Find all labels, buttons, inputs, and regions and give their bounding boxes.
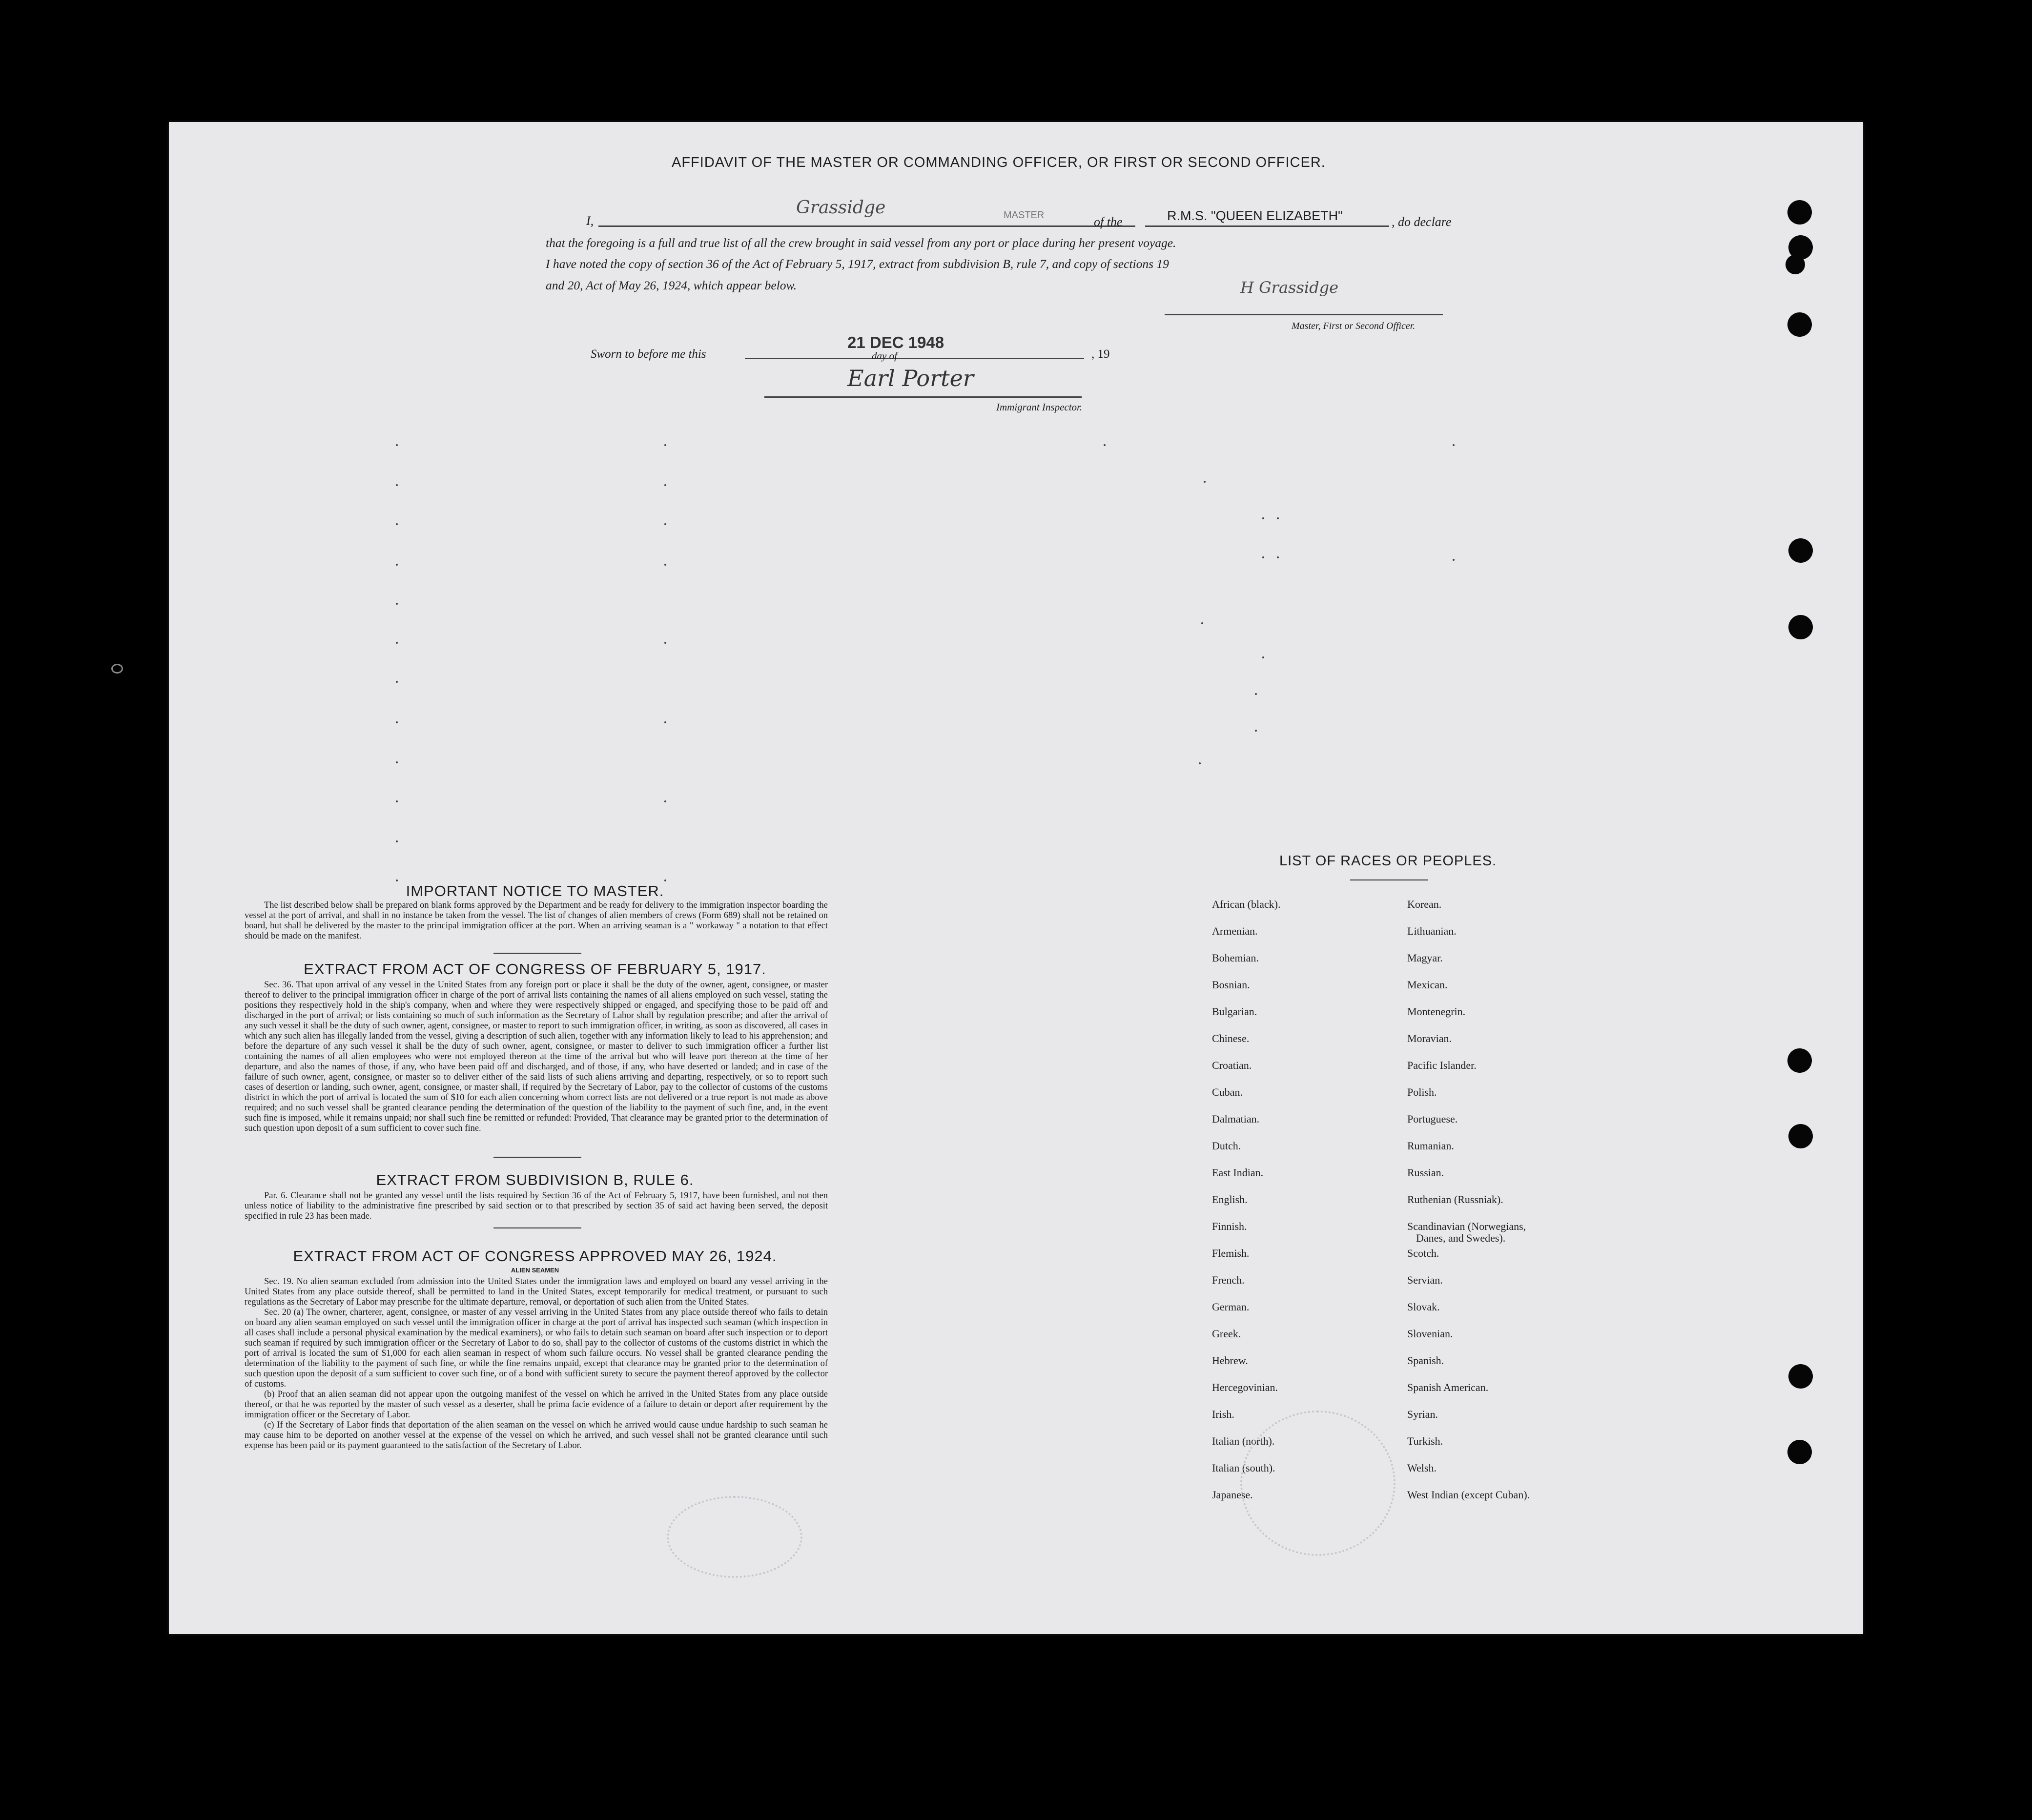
race-item: Montenegrin. bbox=[1407, 1005, 1466, 1018]
i-label: I, bbox=[586, 214, 594, 228]
punch-hole bbox=[1787, 200, 1812, 225]
inspector-line bbox=[764, 396, 1082, 398]
race-item: Greek. bbox=[1212, 1328, 1241, 1340]
section-20a-paragraph: Sec. 20 (a) The owner, charterer, agent, consignee, or master of any vessel arriving in the United States from any place outside thereof who fails to detain on board any alien seaman employed on such vessel until the immigration officer in charge at the port of arrival has inspected such seaman (which inspection in all cases shall include a personal physical examination by the medical examiners), or who fails to detain such seaman on board after such inspection or to deport such seaman if required by such immigration officer or the Secretary of Labor to do so, shall pay to the collector of customs of the customs district in which the port of arrival is located the sum of $1,000 for each alien seaman in respect of whom such failure occurs. No vessel shall be granted clearance pending the determination of the liability to the payment of such fine, or while the fine remains unpaid, except that clearance may be granted prior to the determination of such question upon the deposit of a sum sufficient to cover such fine, or of a bond with sufficient surety to secure the payment thereof approved by the collector of customs. bbox=[245, 1308, 828, 1389]
inspector-caption: Immigrant Inspector. bbox=[996, 401, 1083, 413]
declaration-line-4: and 20, Act of May 26, 1924, which appear below. bbox=[546, 278, 797, 292]
race-item: Mexican. bbox=[1407, 979, 1448, 991]
vessel-name: R.M.S. "QUEEN ELIZABETH" bbox=[1167, 208, 1343, 223]
divider bbox=[493, 1157, 581, 1158]
extract-1917-text bbox=[245, 980, 828, 1134]
of-the-label: of the bbox=[1094, 215, 1123, 229]
race-item: Spanish American. bbox=[1407, 1381, 1489, 1393]
race-item: Croatian. bbox=[1212, 1059, 1252, 1071]
name-line bbox=[598, 225, 1135, 227]
race-item: Servian. bbox=[1407, 1274, 1443, 1286]
signature-caption: Master, First or Second Officer. bbox=[1292, 321, 1416, 331]
affidavit-title: AFFIDAVIT OF THE MASTER OR COMMANDING OFFICER, OR FIRST OR SECOND OFFICER. bbox=[672, 155, 1326, 170]
rule-6-paragraph: Par. 6. Clearance shall not be granted any vessel until the lists required by Section 36 of the Act of February 5, 1917, have been furnished, and not then unless notice of liability to the administrative fine prescribed by said section or to that prescribed by section 35 of said act having been served, the deposit specified in rule 23 has been made. bbox=[245, 1191, 828, 1221]
faint-stamp bbox=[1240, 1411, 1396, 1556]
day-of-label: day of bbox=[872, 350, 897, 362]
document-page bbox=[169, 122, 1863, 1634]
race-item: Pacific Islander. bbox=[1407, 1059, 1477, 1071]
race-item: Scotch. bbox=[1407, 1247, 1439, 1259]
race-item: Portuguese. bbox=[1407, 1113, 1458, 1125]
race-item: Bulgarian. bbox=[1212, 1005, 1257, 1018]
race-item: Moravian. bbox=[1407, 1032, 1452, 1044]
extract-1924-title: EXTRACT FROM ACT OF CONGRESS APPROVED MAY 26, 1924. bbox=[293, 1247, 777, 1265]
race-item: Turkish. bbox=[1407, 1435, 1443, 1447]
punch-hole bbox=[1788, 1364, 1813, 1389]
race-item: French. bbox=[1212, 1274, 1245, 1286]
race-item: Korean. bbox=[1407, 898, 1442, 910]
race-item: Welsh. bbox=[1407, 1462, 1437, 1474]
extract-1924-text bbox=[245, 1277, 828, 1451]
sworn-line bbox=[745, 358, 1084, 359]
race-item: Bosnian. bbox=[1212, 979, 1250, 991]
race-item: Chinese. bbox=[1212, 1032, 1250, 1044]
race-item: Bohemian. bbox=[1212, 952, 1259, 964]
rule-6-text bbox=[245, 1191, 828, 1222]
race-item: Slovak. bbox=[1407, 1301, 1440, 1313]
race-item: Dalmatian. bbox=[1212, 1113, 1260, 1125]
alien-seamen-subtitle: ALIEN SEAMEN bbox=[511, 1267, 559, 1274]
punch-hole bbox=[1787, 1440, 1812, 1464]
punch-hole bbox=[1787, 1048, 1812, 1073]
race-item: Russian. bbox=[1407, 1166, 1444, 1179]
inspector-signature: Earl Porter bbox=[847, 365, 974, 391]
race-item: Syrian. bbox=[1407, 1408, 1438, 1420]
race-item: Danes, and Swedes). bbox=[1416, 1232, 1506, 1244]
race-item: African (black). bbox=[1212, 898, 1281, 910]
punch-hole bbox=[1788, 1124, 1813, 1148]
punch-hole bbox=[1788, 538, 1813, 563]
do-declare-label: , do declare bbox=[1392, 215, 1452, 229]
race-item: Magyar. bbox=[1407, 952, 1443, 964]
sworn-label: Sworn to before me this bbox=[591, 348, 706, 361]
signature-line bbox=[1165, 314, 1443, 315]
handwritten-signature: H Grassidge bbox=[1240, 278, 1338, 297]
race-item: Irish. bbox=[1212, 1408, 1234, 1420]
race-item: Dutch. bbox=[1212, 1140, 1241, 1152]
punch-hole bbox=[1788, 615, 1813, 639]
year-label: , 19 bbox=[1091, 348, 1110, 361]
race-item: Italian (north). bbox=[1212, 1435, 1275, 1447]
declaration-line-2: that the foregoing is a full and true list of all the crew brought in said vessel from any port or place during her present voyage. bbox=[546, 236, 1176, 250]
faint-stamp bbox=[667, 1496, 802, 1578]
extract-1917-title: EXTRACT FROM ACT OF CONGRESS OF FEBRUARY 5, 1917. bbox=[304, 961, 766, 978]
race-item: Hebrew. bbox=[1212, 1354, 1248, 1367]
divider bbox=[493, 1227, 581, 1228]
rank-stamp: MASTER bbox=[1004, 210, 1045, 221]
race-item: Ruthenian (Russniak). bbox=[1407, 1193, 1503, 1206]
notice-text bbox=[245, 900, 828, 941]
rule-6-title: EXTRACT FROM SUBDIVISION B, RULE 6. bbox=[376, 1171, 694, 1188]
race-item: Italian (south). bbox=[1212, 1462, 1275, 1474]
race-item: Slovenian. bbox=[1407, 1328, 1453, 1340]
handwritten-name: Grassidge bbox=[796, 198, 886, 218]
notice-paragraph: The list described below shall be prepared on blank forms approved by the Department and be ready for delivery to the immigration inspector boarding the vessel at the port of arrival, and shall in no instance be taken from the vessel. The list of changes of alien members of crews (Form 689) shall not be retained on board, but shall be delivered by the master to the principal immigration officer at the port. When an arriving seaman is a " workaway " a notation to that effect should be made on the manifest. bbox=[245, 900, 828, 941]
punch-hole bbox=[1787, 312, 1812, 337]
race-item: Flemish. bbox=[1212, 1247, 1250, 1259]
section-19-paragraph: Sec. 19. No alien seaman excluded from admission into the United States under the immigration laws and employed on board any vessel arriving in the United States from any place outside thereof, shall be permitted to land in the United States, except temporarily for medical treatment, or pursuant to such regulations as the Secretary of Labor may prescribe for the ultimate departure, removal, or deportation of such alien from the United States. bbox=[245, 1277, 828, 1307]
section-20c-paragraph: (c) If the Secretary of Labor finds that deportation of the alien seaman on the vessel on which he arrived would cause undue hardship to such seaman he may cause him to be deported on another vessel at the expense of the vessel on which he arrived, and such vessel shall not be granted clearance until such expense has been paid or its payment guaranteed to the satisfaction of the Secretary of Labor. bbox=[245, 1420, 828, 1451]
race-item: Armenian. bbox=[1212, 925, 1258, 937]
race-item: Rumanian. bbox=[1407, 1140, 1454, 1152]
race-item: Lithuanian. bbox=[1407, 925, 1457, 937]
race-item: Polish. bbox=[1407, 1086, 1437, 1098]
race-item: East Indian. bbox=[1212, 1166, 1264, 1179]
declaration-line-3: I have noted the copy of section 36 of the Act of February 5, 1917, extract from subdivision B, rule 7, and copy of sections 19 bbox=[546, 257, 1169, 271]
date-stamp: 21 DEC 1948 bbox=[847, 333, 944, 351]
race-item: Finnish. bbox=[1212, 1220, 1247, 1232]
race-item: English. bbox=[1212, 1193, 1248, 1206]
race-item: West Indian (except Cuban). bbox=[1407, 1489, 1530, 1501]
divider bbox=[493, 953, 581, 954]
races-title-underline bbox=[1350, 879, 1428, 880]
punch-hole bbox=[1786, 255, 1805, 274]
section-36-paragraph: Sec. 36. That upon arrival of any vessel in the United States from any foreign port or place it shall be the duty of the owner, agent, consignee, or master thereof to deliver to the principal immigration officer in charge of the port of arrival lists containing the names of all aliens employed on such vessel, stating the positions they respectively hold in the ship's company, when and where they were respectively shipped or engaged, and specifying those to be paid off and discharged in the port of arrival; or lists containing so much of such information as the Secretary of Labor shall by regulation prescribe; and after the arrival of any such vessel it shall be the duty of such owner, agent, consignee, or master to report to such immigration officer, in writing, as soon as discovered, all cases in which any such alien has illegally landed from the vessel, giving a description of such alien, together with any information likely to lead to his apprehension; and before the departure of any such vessel it shall be the duty of such owner, agent, consignee, or master to deliver to such immigration officer a further list containing the names of all alien employees who were not employed thereon at the time of the arrival but who will leave port thereon at the time of her departure, and also the names of those, if any, who have been paid off and discharged, and of those, if any, who have deserted or landed; and in case of the failure of such owner, agent, consignee, or master so to deliver either of the said lists of such aliens arriving and departing, respectively, or so to report such cases of desertion or landing, such owner, agent, consignee, or master shall, if required by the Secretary of Labor, pay to the collector of customs of the customs district in which the port of arrival is located the sum of $10 for each alien concerning whom correct lists are not delivered or a true report is not made as above required; and no such vessel shall be granted clearance pending the determination of the question of the liability to the payment of such fine, and, in the event such fine is imposed, while it remains unpaid; nor shall such fine be remitted or refunded: Provided, That clearance may be granted prior to the determination of such question upon deposit of a sum sufficient to cover such fine. bbox=[245, 980, 828, 1133]
notice-title: IMPORTANT NOTICE TO MASTER. bbox=[406, 882, 664, 900]
scan-speck bbox=[111, 664, 123, 674]
race-item: Japanese. bbox=[1212, 1489, 1253, 1501]
race-item: Scandinavian (Norwegians, bbox=[1407, 1220, 1526, 1232]
races-title: LIST OF RACES OR PEOPLES. bbox=[1279, 853, 1497, 869]
race-item: German. bbox=[1212, 1301, 1250, 1313]
race-item: Hercegovinian. bbox=[1212, 1381, 1278, 1393]
section-20b-paragraph: (b) Proof that an alien seaman did not appear upon the outgoing manifest of the vessel on which he arrived in the United States from any place outside thereof, or that he was reported by the master of such vessel as a deserter, shall be prima facie evidence of a failure to detain or deport after requirement by the immigration officer or the Secretary of Labor. bbox=[245, 1390, 828, 1420]
race-item: Cuban. bbox=[1212, 1086, 1243, 1098]
race-item: Spanish. bbox=[1407, 1354, 1444, 1367]
vessel-line bbox=[1145, 225, 1389, 227]
